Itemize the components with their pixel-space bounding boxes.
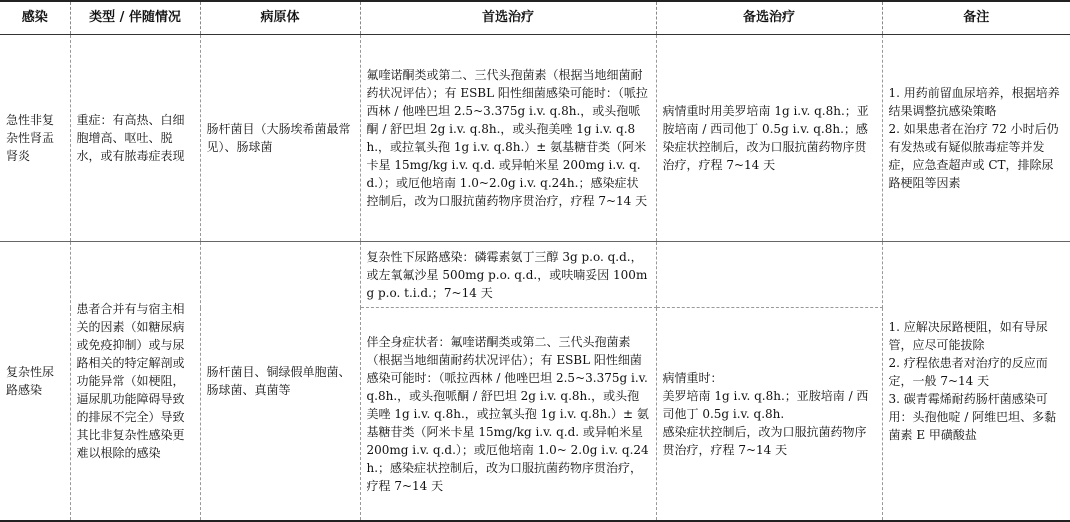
first-line-systemic-cell: 伴全身症状者：氟喹诺酮类或第二、三代头孢菌素（根据当地细菌耐药状况评估）；有 ESBL 阳性细菌感染可能时：（哌拉西林 / 他唑巴坦 2.5~3.375g i.v. q.8h.，或头孢哌酮 / 舒巴坦 2g i.v. q.8h.，或头孢美唑 1g i.v. q.8h.，或拉氧头孢 1g i.v. q.8h.）± 氨基糖苷类（阿米卡星 15mg/kg i.v. q.d. 或异帕米星 200mg i.v. q.d.）；或厄他培南 1.0~ 2.0g i.v. q.24h.；感染症状控制后，改为口服抗菌药物序贯治疗，疗程 7~14 天 [360, 308, 656, 521]
type-cell: 患者合并有与宿主相关的因素（如糖尿病或免疫抑制）或与尿路相关的特定解剖或功能异常（如梗阻，逼尿肌功能障碍导致的排尿不完全）导致其比非复杂性感染更难以根除的感染 [70, 242, 200, 521]
header-pathogen: 病原体 [200, 1, 360, 35]
table-row [0, 242, 1070, 308]
infection-cell: 复杂性尿路感染 [0, 242, 70, 521]
alternative-systemic-cell: 病情重时： 美罗培南 1g i.v. q.8h.；亚胺培南 / 西司他丁 0.5g i.v. q.8h. 感染症状控制后，改为口服抗菌药物序贯治疗，疗程 7~14 天 [656, 308, 882, 521]
header-first-line: 首选治疗 [360, 1, 656, 35]
first-line-lower-cell: 复杂性下尿路感染：磷霉素氨丁三醇 3g p.o. q.d.，或左氧氟沙星 500mg p.o. q.d.，或呋喃妥因 100mg p.o. t.i.d.；7~14 天 [360, 242, 656, 308]
alternative-lower-cell [656, 242, 882, 308]
notes-cell: 1. 用药前留血尿培养，根据培养结果调整抗感染策略 2. 如果患者在治疗 72 小时后仍有发热或有疑似脓毒症等并发症，应急查超声或 CT，排除尿路梗阻等因素 [882, 35, 1070, 242]
pathogen-cell: 肠杆菌目、铜绿假单胞菌、肠球菌、真菌等 [200, 242, 360, 521]
header-row [0, 1, 1070, 35]
first-line-cell: 氟喹诺酮类或第二、三代头孢菌素（根据当地细菌耐药状况评估）；有 ESBL 阳性细菌感染可能时：（哌拉西林 / 他唑巴坦 2.5~3.375g i.v. q.8h.，或头孢哌酮 / 舒巴坦 2g i.v. q.8h.，或头孢美唑 1g i.v. q.8h.，或拉氧头孢 1g i.v. q.8h.）± 氨基糖苷类（阿米卡星 15mg/kg i.v. q.d. 或异帕米星 200mg i.v. q.d.）；或厄他培南 1.0~2.0g i.v. q.24h.；感染症状控制后，改为口服抗菌药物序贯治疗，疗程 7~14 天 [360, 35, 656, 242]
header-alternative: 备选治疗 [656, 1, 882, 35]
infection-cell: 急性非复杂性肾盂肾炎 [0, 35, 70, 242]
alternative-cell: 病情重时用美罗培南 1g i.v. q.8h.；亚胺培南 / 西司他丁 0.5g i.v. q.8h.；感染症状控制后，改为口服抗菌药物序贯治疗，疗程 7~14 天 [656, 35, 882, 242]
pathogen-cell: 肠杆菌目（大肠埃希菌最常见）、肠球菌 [200, 35, 360, 242]
type-cell: 重症：有高热、白细胞增高、呕吐、脱水，或有脓毒症表现 [70, 35, 200, 242]
header-infection: 感染 [0, 1, 70, 35]
header-type: 类型 / 伴随情况 [70, 1, 200, 35]
header-notes: 备注 [882, 1, 1070, 35]
notes-cell: 1. 应解决尿路梗阻，如有导尿管，应尽可能拔除 2. 疗程依患者对治疗的反应而定，一般 7~14 天 3. 碳青霉烯耐药肠杆菌感染可用：头孢他啶 / 阿维巴坦、多黏菌素 E 甲磺酸盐 [882, 242, 1070, 521]
table-row [0, 35, 1070, 242]
